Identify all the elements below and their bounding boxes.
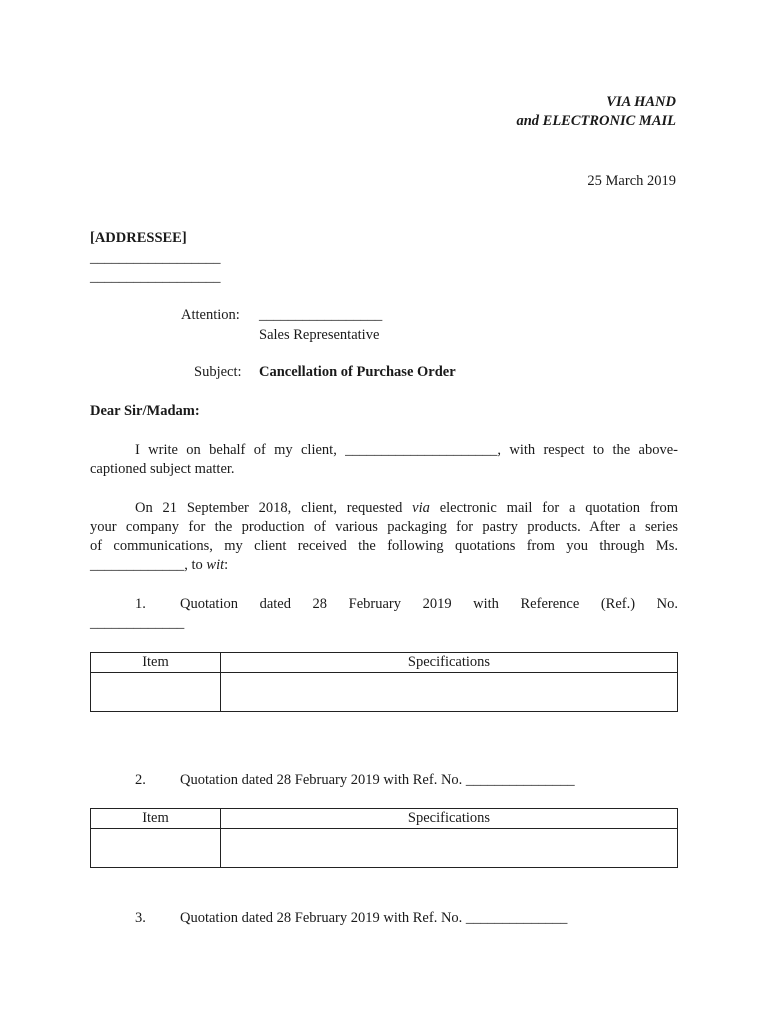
quotation-item-3 [90,909,678,928]
table-cell-specifications [221,673,678,712]
paragraph-2-line-4-start: _____________, to [90,557,207,573]
paragraph-1-line-2: captioned subject matter. [90,461,235,477]
attention-name-blank: _________________ [259,307,383,323]
table-header-specifications: Specifications [221,809,678,829]
quotation-1-ref-blank: _____________ [90,615,185,631]
quotation-text: Quotation dated 28 February 2019 with Reference (Ref.) No. [180,596,678,612]
addressee-line-2: __________________ [90,269,221,285]
table-header-item: Item [91,809,221,829]
addressee-label: [ADDRESSEE] [90,230,187,246]
addressee-line-1: __________________ [90,250,221,266]
paragraph-2-line-2: your company for the production of various packaging for pastry products. After a series [90,519,678,535]
paragraph-2 [90,499,678,575]
attention-title: Sales Representative [259,327,380,343]
table-row [91,829,678,868]
paragraph-2-line-4 [90,556,678,575]
subject-text: Cancellation of Purchase Order [259,364,456,380]
paragraph-2-line-3: of communications, my client received the following quotations from you through Ms. [90,538,678,554]
quotation-item-2 [90,771,678,790]
paragraph-2-via: via [412,500,430,516]
delivery-method-line2: and ELECTRONIC MAIL [516,113,676,129]
paragraph-1-line-1: I write on behalf of my client, _____________________, with respect to the above- [135,442,678,458]
table-header-item: Item [91,653,221,673]
paragraph-2-line-1 [90,499,678,518]
paragraph-1 [90,441,678,479]
table-header-specifications: Specifications [221,653,678,673]
quotation-text: Quotation dated 28 February 2019 with Ref. No. _______________ [180,772,575,788]
paragraph-2-line-1-start: On 21 September 2018, client, requested [135,500,413,516]
table-header-row [91,653,678,673]
table-cell-specifications [221,829,678,868]
table-row [91,673,678,712]
quotation-number: 2. [135,772,146,788]
quotation-text: Quotation dated 28 February 2019 with Ref. No. ______________ [180,910,568,926]
specifications-table-1 [90,652,678,712]
quotation-number: 3. [135,910,146,926]
paragraph-2-line-1-end: electronic mail for a quotation from [429,500,679,516]
quotation-item-1 [90,595,678,614]
table-cell-item [91,829,221,868]
paragraph-2-line-4-end: : [224,557,229,573]
delivery-method-line1: VIA HAND [606,94,676,110]
subject-label: Subject: [194,364,242,380]
letter-date: 25 March 2019 [587,173,676,189]
paragraph-2-wit: wit [206,557,225,573]
table-cell-item [91,673,221,712]
specifications-table-2 [90,808,678,868]
quotation-number: 1. [135,596,146,612]
table-header-row [91,809,678,829]
salutation: Dear Sir/Madam: [90,403,200,419]
attention-label: Attention: [181,307,240,323]
